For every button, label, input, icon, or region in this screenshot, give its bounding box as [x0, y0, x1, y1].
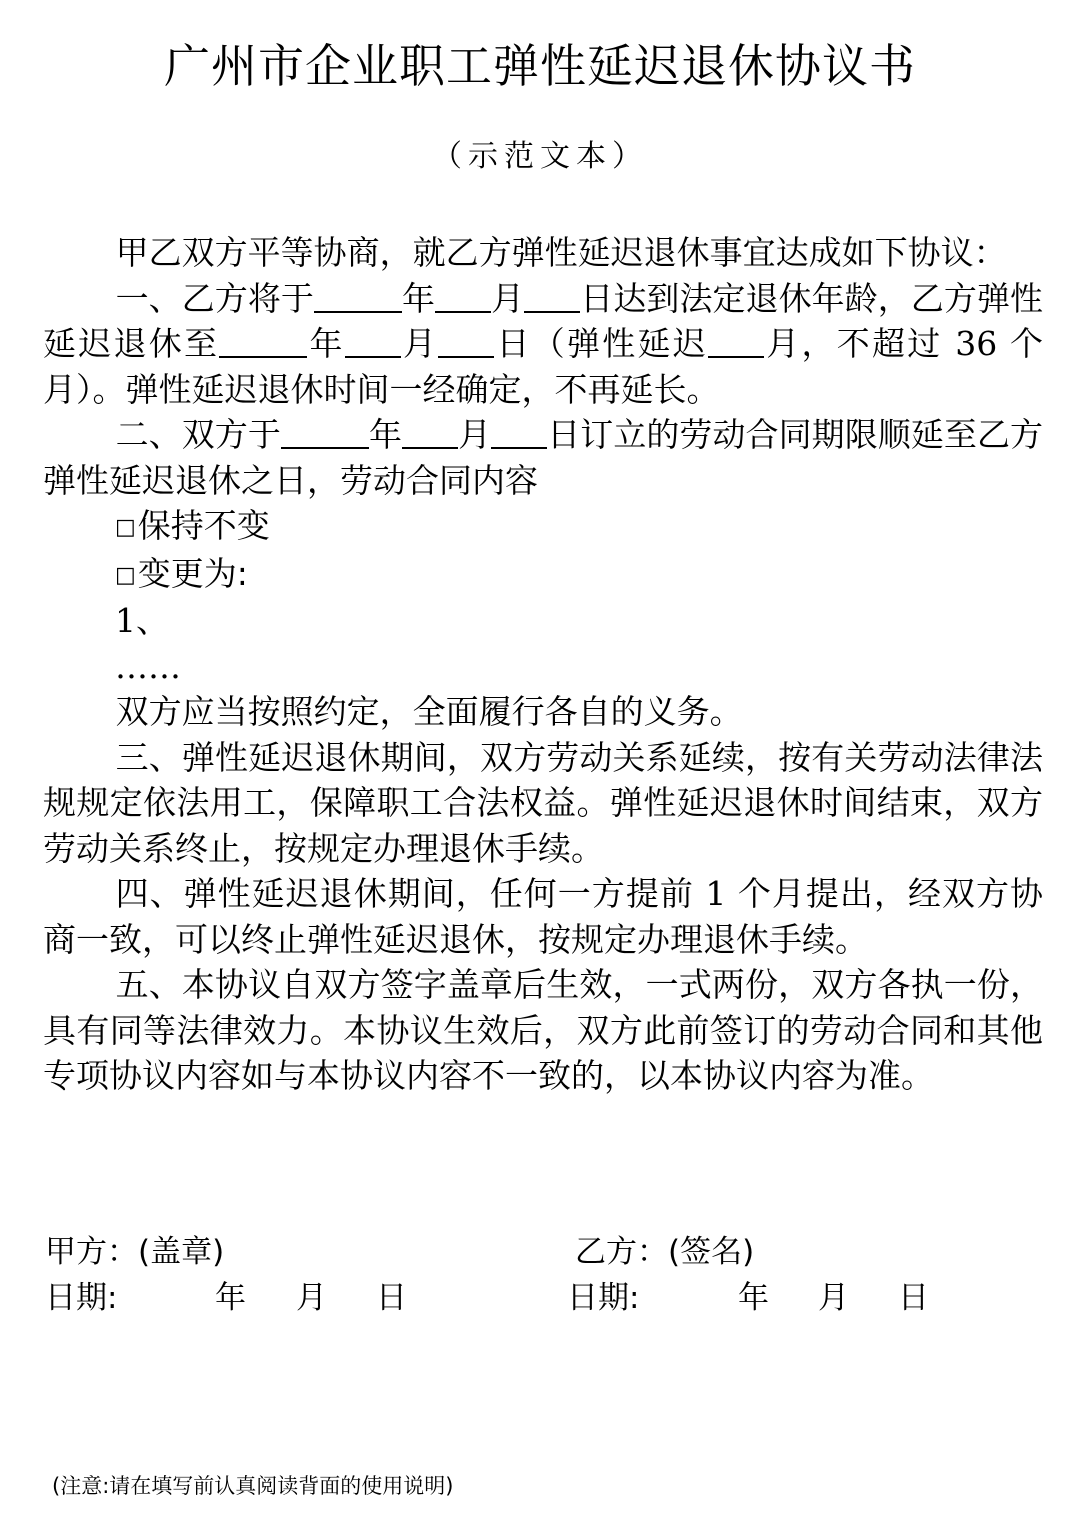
clause-1-text-b: 日达到法定退休年龄，乙方弹性延迟退休至	[43, 278, 1044, 363]
clause-3: 三、弹性延迟退休期间，双方劳动关系延续，按有关劳动法律法规规定依法用工，保障职工合法权益。弹性延迟退休时间结束，双方劳动关系终止，按规定办理退休手续。	[43, 737, 1043, 868]
checkbox-keep[interactable]: □	[115, 515, 136, 540]
blank-reach-year[interactable]	[314, 277, 402, 313]
clause-1	[43, 276, 1043, 413]
blank-contract-year[interactable]	[281, 413, 369, 449]
usage-note: (注意:请在填写前认真阅读背面的使用说明)	[52, 1474, 454, 1498]
party-a-date-day: 日	[376, 1280, 407, 1316]
intro-paragraph: 甲乙双方平等协商，就乙方弹性延迟退休事宜达成如下协议：	[115, 233, 1007, 272]
duty-paragraph: 双方应当按照约定，全面履行各自的义务。	[115, 692, 743, 731]
blank-delay-year[interactable]	[219, 322, 307, 358]
party-b-date-year: 年	[738, 1280, 769, 1316]
document-subtitle: （示范文本）	[432, 139, 648, 174]
change-ellipsis: ……	[115, 646, 181, 686]
blank-contract-month[interactable]	[402, 413, 458, 449]
clause-2-text-b: 日订立的劳动合同期限顺延至乙方弹性延迟退休之日，劳动合同内容	[43, 415, 1044, 500]
change-item-1: 1、	[115, 601, 169, 640]
checkbox-change[interactable]: □	[115, 562, 136, 588]
party-a-label: 甲方：(盖章)	[45, 1234, 225, 1270]
blank-delay-month[interactable]	[345, 322, 401, 358]
clause-4-text-b: 个月提出，经双方协商一致，可以终止弹性延迟退休，按规定办理退休手续。	[43, 874, 1044, 959]
max-months-number: 36	[955, 324, 998, 363]
clause-5: 五、本协议自双方签字盖章后生效，一式两份，双方各执一份，具有同等法律效力。本协议生效后，双方此前签订的劳动合同和其他专项协议内容如与本协议内容不一致的，以本协议内容为准。	[43, 965, 1043, 1095]
label-month: 月	[458, 415, 492, 454]
party-a-date-month: 月	[296, 1280, 327, 1316]
clause-2	[43, 412, 1043, 503]
label-year: 年	[368, 415, 403, 454]
clause-1-text-e: 个月）。弹性延迟退休时间一经确定，不再延长。	[43, 324, 1043, 409]
clause-4-text-a: 四、弹性延迟退休期间，任何一方提前	[115, 874, 694, 913]
blank-delay-months[interactable]	[708, 322, 764, 358]
option-keep	[43, 503, 1043, 551]
option-change	[43, 551, 1043, 599]
clause-4	[43, 871, 1043, 962]
notice-months-number: 1	[705, 874, 727, 913]
party-b-label: 乙方：(签名)	[575, 1234, 755, 1270]
document-title: 广州市企业职工弹性延迟退休协议书	[164, 39, 916, 93]
blank-reach-month[interactable]	[435, 277, 491, 313]
option-change-label: 变更为:	[137, 553, 248, 593]
party-b-date-month: 月	[818, 1280, 849, 1316]
clause-1-text-a: 一、乙方将于	[115, 278, 314, 318]
party-a-date-year: 年	[215, 1280, 246, 1316]
agreement-body	[43, 230, 1043, 1099]
label-month: 月	[491, 278, 525, 318]
label-month: 月	[400, 324, 439, 363]
party-b-date-label: 日期:	[567, 1280, 640, 1316]
clause-1-text-d: 月，不超过	[764, 324, 943, 363]
blank-delay-day[interactable]	[438, 322, 494, 358]
clause-1-text-c: 日（弹性延迟	[494, 324, 708, 363]
blank-reach-day[interactable]	[524, 277, 580, 313]
label-year: 年	[401, 278, 436, 318]
option-keep-label: 保持不变	[137, 506, 270, 545]
label-year: 年	[307, 324, 345, 363]
party-a-date-label: 日期:	[45, 1280, 118, 1316]
clause-2-text-a: 二、双方于	[115, 415, 281, 454]
blank-contract-day[interactable]	[491, 413, 547, 449]
party-b-date-day: 日	[898, 1280, 929, 1316]
